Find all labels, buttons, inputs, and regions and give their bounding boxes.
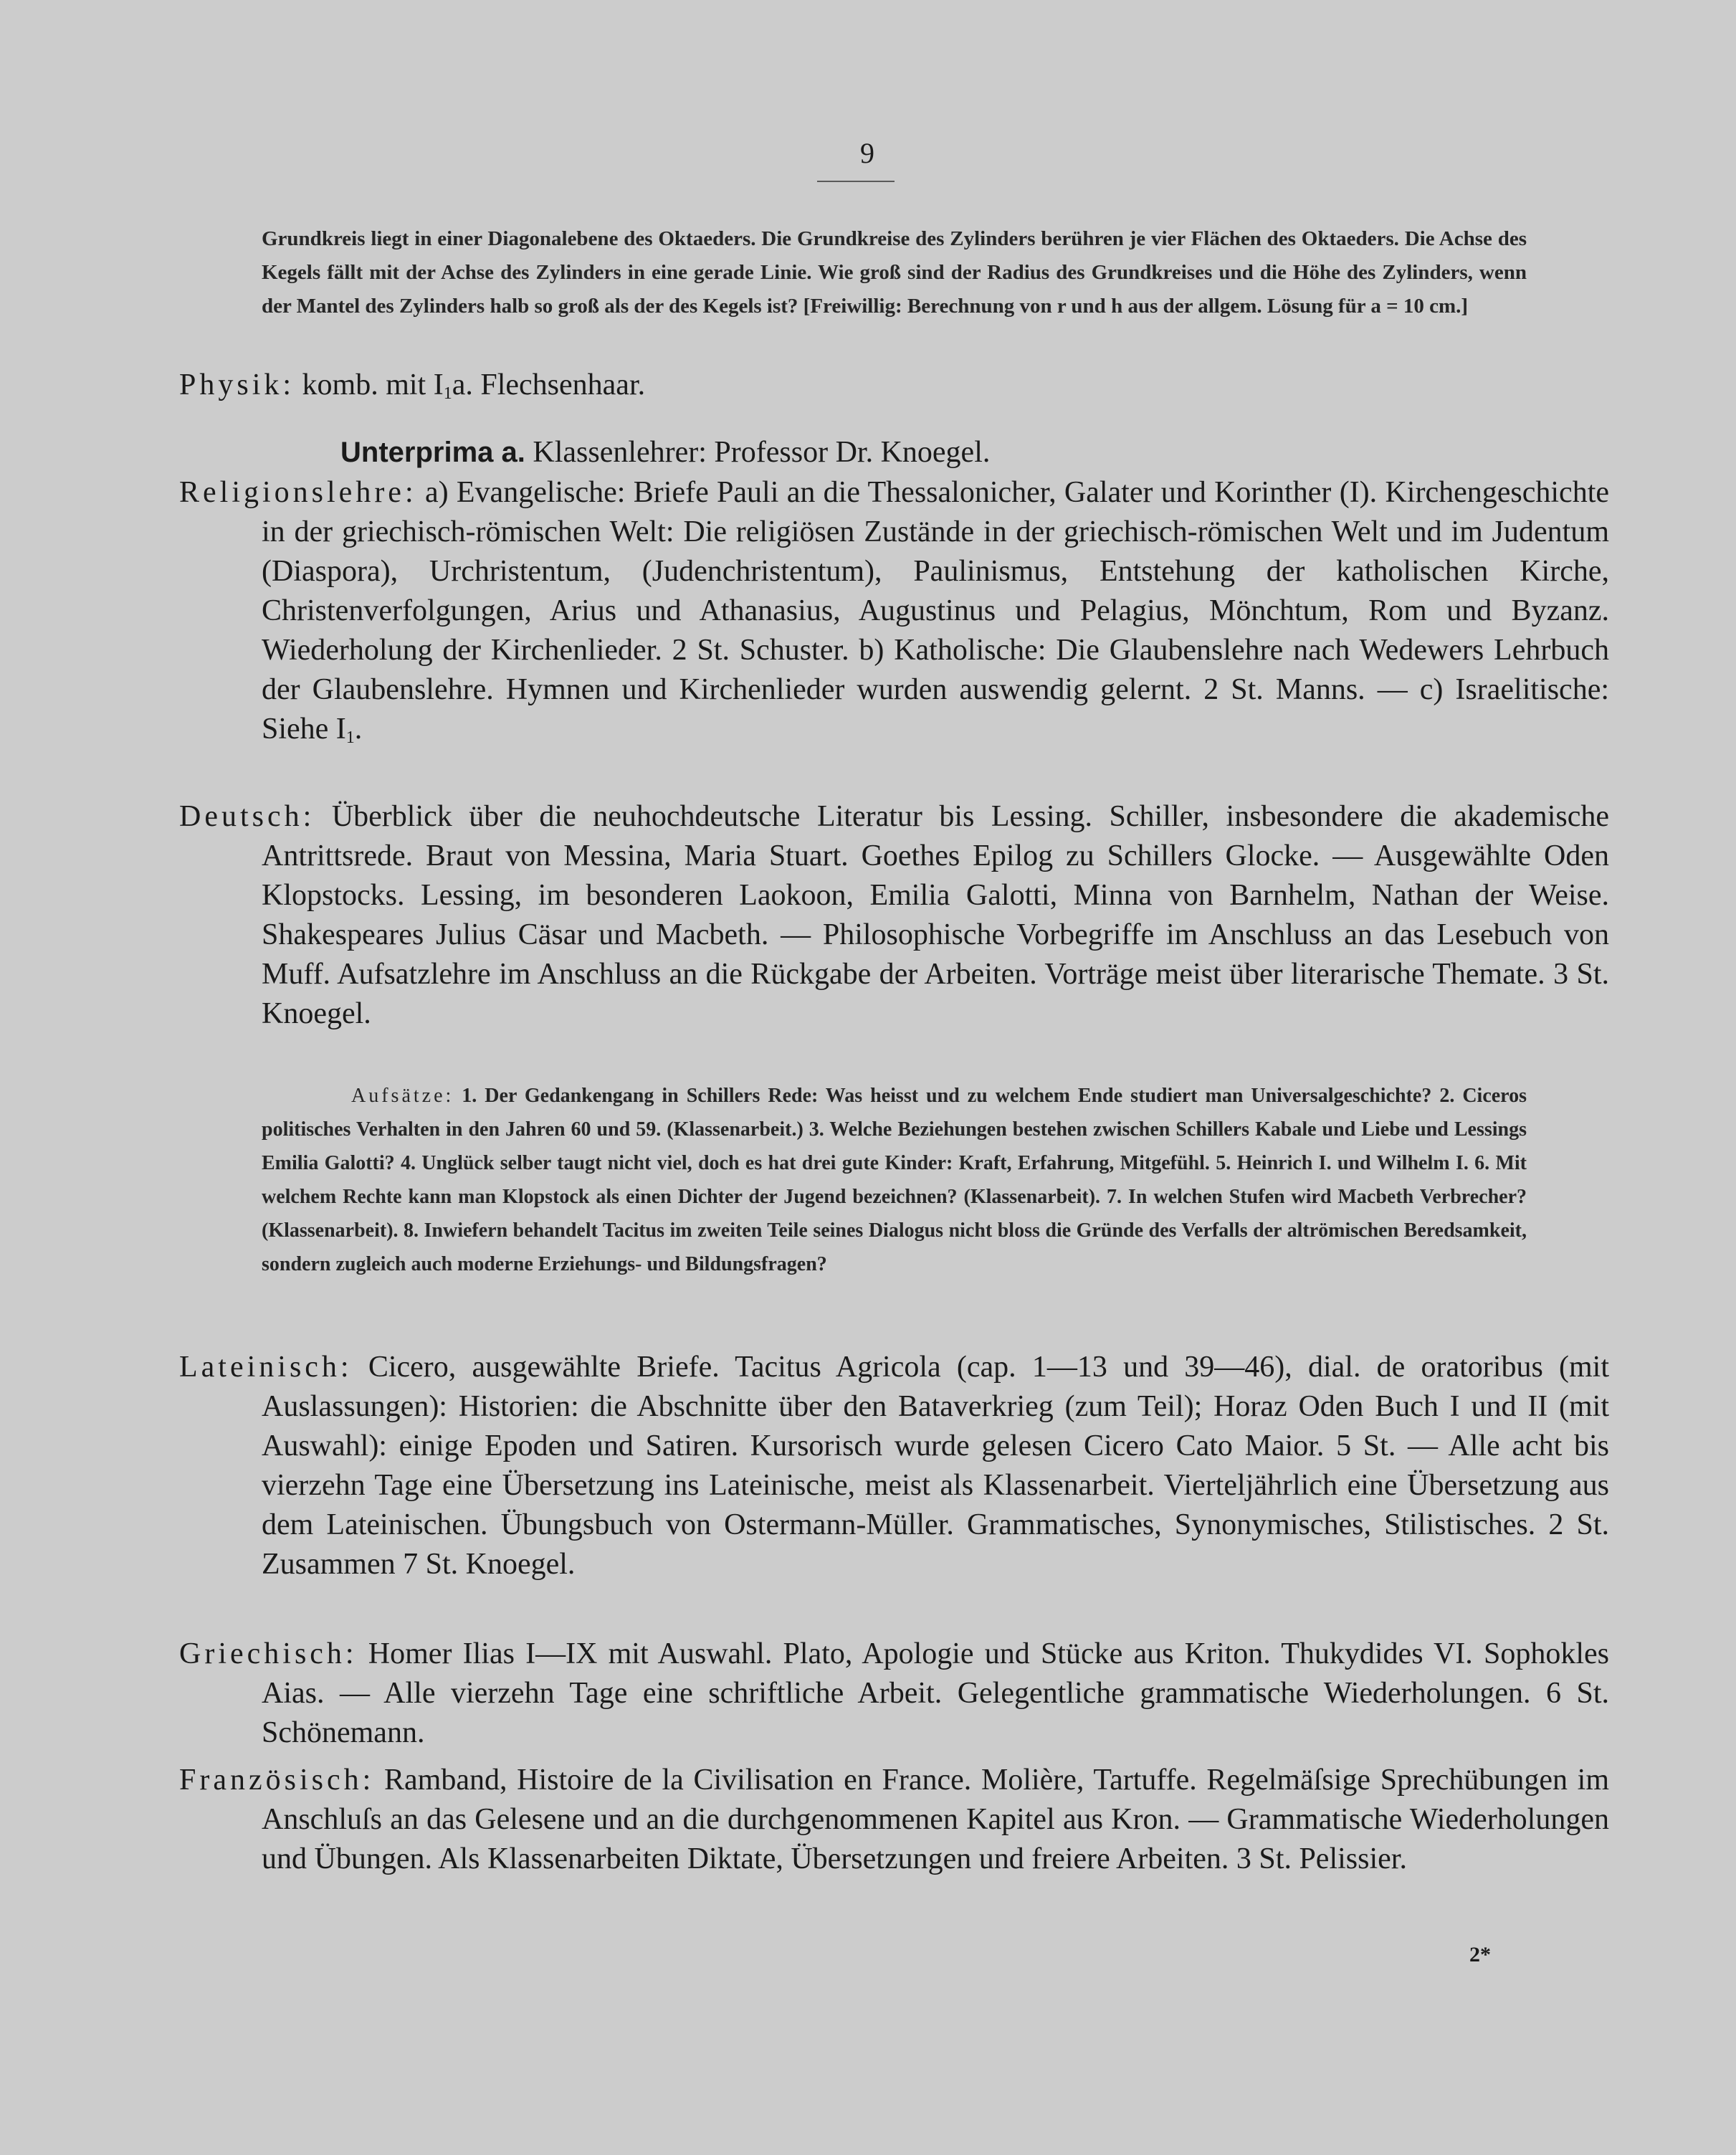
aufsaetze-text: 1. Der Gedankengang in Schillers Rede: Was heisst und zu welchem Ende studiert man Universalgeschichte? 2. Ciceros politisches Verhalten in den Jahren 60 und 59. (Klassenarbeit.) 3. Welche Beziehungen bestehen zwischen Schillers Kabale und Liebe und Lessings Emilia Galotti? 4. Unglück selber taugt nicht viel, doch es hat drei gute Kinder: Kraft, Erfahrung, Mitgefühl. 5. Heinrich I. und Wilhelm I. 6. Mit welchem Rechte kann man Klopstock als einen Dichter der Jugend bezeichnen? (Klassenarbeit). 7. In welchen Stufen wird Macbeth Verbrecher? (Klassenarbeit). 8. Inwiefern behandelt Tacitus im zweiten Teile seines Dialogus nicht bloss die Gründe des Verfalls der altrömischen Beredsamkeit, sondern zugleich auch moderne Erziehungs- und Bildungsfragen? (262, 1085, 1527, 1275)
physik-text-after: a. Flechsenhaar. (452, 368, 646, 401)
lateinisch-label: Lateinisch: (179, 1351, 353, 1384)
class-heading (340, 433, 1527, 472)
section-griechisch (179, 1635, 1609, 1753)
page-number-rule (817, 181, 895, 182)
aufsaetze-label: Aufsätze: (351, 1085, 454, 1107)
physik-text-before: komb. mit I (302, 368, 444, 401)
physik-label: Physik: (179, 368, 295, 401)
religion-end: . (354, 713, 363, 746)
class-teacher: Klassenlehrer: Professor Dr. Knoegel. (533, 436, 991, 469)
griechisch-label: Griechisch: (179, 1637, 358, 1670)
intro-paragraph: Grundkreis liegt in einer Diagonalebene des Oktaeders. Die Grundkreise des Zylinders berühren je vier Flächen des Oktaeders. Die Achse des Kegels fällt mit der Achse des Zylinders in eine gerade Linie. Wie groß sind der Radius des Grundkreises und die Höhe des Zylinders, wenn der Mantel des Zylinders halb so groß als der des Kegels ist? [Freiwillig: Berechnung von r und h aus der allgem. Lösung für a = 10 cm.] (262, 227, 1527, 318)
lateinisch-text: Cicero, ausgewählte Briefe. Tacitus Agricola (cap. 1—13 und 39—46), dial. de oratoribus (mit Auslassungen): Historien: die Abschnitte über den Bataverkrieg (zum Teil); Horaz Oden Buch I und II (mit Auswahl): einige Epoden und Satiren. Kursorisch wurde gelesen Cicero Cato Maior. 5 St. — Alle acht bis vierzehn Tage eine Übersetzung ins Lateinische, meist als Klassenarbeit. Vierteljährlich eine Übersetzung aus dem Lateinischen. Übungsbuch von Ostermann-Müller. Grammatisches, Synonymisches, Stilistisches. 2 St. Zusammen 7 St. Knoegel. (262, 1351, 1609, 1581)
religion-text: a) Evangelische: Briefe Pauli an die Thessalonicher, Galater und Korinther (I). Kirchengeschichte in der griechisch-römischen Welt: Die religiösen Zustände in der griechisch-römischen Welt und im Judentum (Diaspora), Urchristentum, (Judenchristentum), Paulinismus, Entstehung der katholischen Kirche, Christenverfolgungen, Arius und Athanasius, Augustinus und Pelagius, Mönchtum, Rom und Byzanz. Wiederholung der Kirchenlieder. 2 St. Schuster. b) Katholische: Die Glaubenslehre nach Wedewers Lehrbuch der Glaubenslehre. Hymnen und Kirchenlieder wurden auswendig gelernt. 2 St. Manns. — c) Israelitische: Siehe I (262, 476, 1609, 746)
griechisch-text: Homer Ilias I—IX mit Auswahl. Plato, Apologie und Stücke aus Kriton. Thukydides VI. Sophokles Aias. — Alle vierzehn Tage eine schriftliche Arbeit. Gelegentliche grammatische Wiederholungen. 6 St. Schönemann. (262, 1637, 1610, 1749)
franzoesisch-label: Französisch: (179, 1764, 375, 1797)
section-physik (179, 366, 1527, 414)
deutsch-label: Deutsch: (179, 800, 315, 833)
religion-label: Religionslehre: (179, 476, 417, 509)
class-title: Unterprima a. (340, 437, 525, 468)
section-religionslehre (179, 473, 1609, 758)
deutsch-text: Überblick über die neuhochdeutsche Literatur bis Lessing. Schiller, insbesondere die akademische Antrittsrede. Braut von Messina, Maria Stuart. Goethes Epilog zu Schillers Glocke. — Ausgewählte Oden Klopstocks. Lessing, im besonderen Laokoon, Emilia Galotti, Minna von Barnhelm, Nathan der Weise. Shakespeares Julius Cäsar und Macbeth. — Philosophische Vorbegriffe im Anschluss an das Lesebuch von Muff. Aufsatzlehre im Anschluss an die Rückgabe der Arbeiten. Vorträge meist über literarische Themate. 3 St. Knoegel. (262, 800, 1610, 1030)
franzoesisch-text: Ramband, Histoire de la Civilisation en France. Molière, Tartuffe. Regelmäſsige Sprechübungen im Anschluſs an das Gelesene und an die durchgenommenen Kapitel aus Kron. — Grammatische Wiederholungen und Übungen. Als Klassenarbeiten Diktate, Übersetzungen und freiere Arbeiten. 3 St. Pelissier. (262, 1764, 1610, 1875)
religion-subscript: 1 (345, 728, 355, 747)
section-franzoesisch (179, 1761, 1609, 1879)
page-number: 9 (860, 137, 874, 169)
aufsaetze-block (262, 1079, 1527, 1281)
section-lateinisch (179, 1348, 1609, 1584)
section-deutsch (179, 797, 1609, 1034)
sheet-signature: 2* (1469, 1943, 1491, 1966)
physik-subscript: 1 (443, 384, 452, 403)
